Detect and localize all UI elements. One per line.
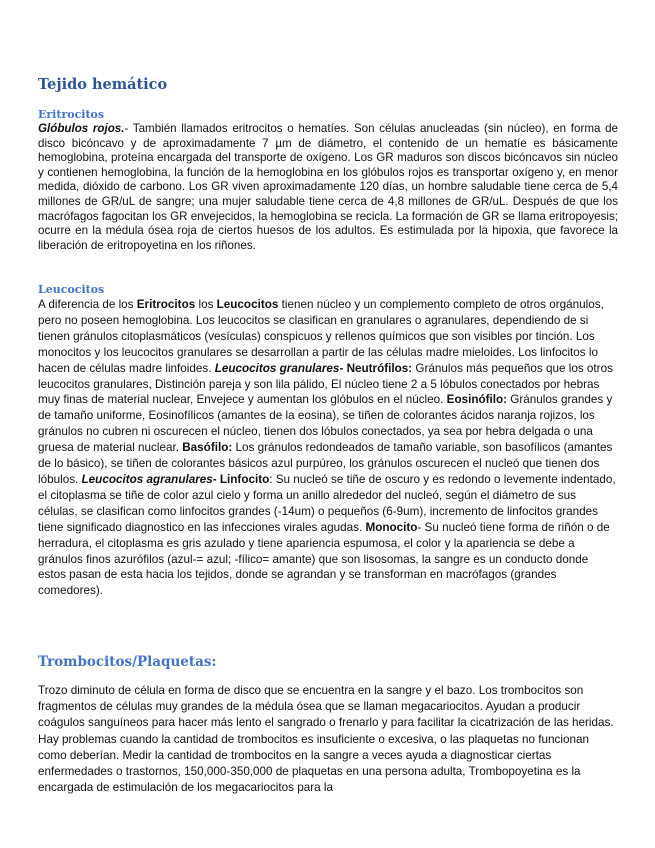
- leucocitos-text-1: A diferencia de los: [38, 298, 137, 311]
- term-eosinofilo: Eosinófilo:: [446, 393, 508, 407]
- page-title: Tejido hemático: [38, 76, 168, 93]
- leucocitos-text-3: tienen núcleo y un complemento completo de otros orgánulos, pero no poseen hemoglobina. Los leucocitos se clasifican en granulares o agranulares, dependiendo de si tienen gránulos citoplasmáticos (vesículas) conspicuos y rellenos químicos que son visibles por tinción. Los monocitos y los leucocitos granulares se desarrollan a partir de las células madre mieloides. Los linfocitos lo hacen de células madre linfoides.: [38, 298, 604, 375]
- term-globulos-rojos: Glóbulos rojos.: [38, 122, 125, 135]
- term-leucocitos-granulares: Leucocitos granulares: [214, 361, 340, 375]
- term-basofilo: Basófilo:: [182, 441, 233, 455]
- heading-trombocitos: Trombocitos/Plaquetas:: [38, 654, 217, 670]
- eritrocitos-text: - También llamados eritrocitos o hematíes. Son células anucleadas (sin núcleo), en forma de disco bicóncavo y de aproximadamente 7 µm de diámetro, el contenido de un hematíe es básicamente hemoglobina, proteína encargada del transporte de oxígeno. Los GR maduros son discos bicóncavos sin núcleo y contienen hemoglobina, la función de la hemoglobina en los glóbulos rojos es transportar oxígeno y, en menor medida, dióxido de carbono. Los GR viven aproximadamente 120 días, un hombre saludable tiene cerca de 5,4 millones de GR/uL de sangre; una mujer saludable tiene cerca de 4,8 millones de GR/uL. Después de que los macrófagos fagocitan los GR envejecidos, la hemoglobina se recicla. La formación de GR se llama eritropoyesis; ocurre en la médula ósea roja de ciertos huesos de los adultos. Es estimulada por la hipoxia, que favorece la liberación de eritropoyetina en los riñones.: [38, 122, 618, 252]
- heading-eritrocitos: Eritrocitos: [38, 108, 105, 121]
- term-linfocito: - Linfocito: [212, 472, 270, 486]
- leucocitos-text-4: Gránulos más pequeños que los otros leucocitos granulares, Distinción pareja y son lila pálido, El núcleo tiene 2 a 5 lóbulos conectados por hebras muy finas de material nuclear, Envejece y aumentan los glóbulos en el núcleo.: [38, 361, 613, 407]
- term-neutrofilos: - Neutrófilos:: [339, 361, 413, 375]
- term-leucocitos-agranulares: Leucocitos agranulares: [81, 472, 213, 486]
- leucocitos-text-5: Gránulos grandes y de tamaño uniforme, Eosinofílicos (amantes de la eosina), se tiñen de colorantes ácidos naranja rojizos, los gránulos no cubren ni oscurecen el núcleo, tienen dos lóbulos conectados, ya sea por hebra delgada o una gruesa de material nuclear.: [38, 393, 613, 455]
- heading-leucocitos: Leucocitos: [38, 283, 105, 296]
- term-leucocitos: Leucocitos: [216, 298, 279, 311]
- leucocitos-text-6: Los gránulos redondeados de tamaño variable, son basofílicos (amantes de lo básico), se tiñen de colorantes básicos azul purpúreo, los gránulos oscurecen el nucleó que tienen dos lóbulos.: [38, 441, 613, 486]
- term-monocito: Monocito: [365, 520, 418, 534]
- leucocitos-text-2: los: [195, 298, 217, 311]
- paragraph-trombocitos: Trozo diminuto de célula en forma de disco que se encuentra en la sangre y el bazo. Los trombocitos son fragmentos de células muy grandes de la médula ósea que se llaman megacariocitos. Ayudan a producir coágulos sanguíneos para hacer más lento el sangrado o frenarlo y para facilitar la cicatrización de las heridas. Hay problemas cuando la cantidad de trombocitos es insuficiente o excesiva, o las plaquetas no funcionan como deberían. Medir la cantidad de trombocitos en la sangre a veces ayuda a diagnosticar ciertas enfermedades o trastornos, 150,000-350,000 de plaquetas en una persona adulta, Trombopoyetina es la encargada de estimulación de los megacariocitos para la: [38, 684, 614, 795]
- term-eritrocitos: Eritrocitos: [136, 298, 196, 311]
- leucocitos-text-7: : Su nucleó se tiñe de oscuro y es redondo o levemente indentado, el citoplasma se tiñe de color azul cielo y forma un anillo alrededor del nucleó, según el diámetro de sus células, se clasifican como linfocitos grandes (-14um) o pequeños (6-9um), incremento de linfocitos grandes tiene significado diagnostico en las infecciones virales agudas.: [38, 472, 616, 534]
- paragraph-leucocitos: [38, 297, 618, 599]
- leucocitos-text-8: - Su nucleó tiene forma de riñón o de herradura, el citoplasma es gris azulado y tiene apariencia espumosa, el color y la apariencia se debe a gránulos finos azurófilos (azul-= azul; -fílico= amante) que son lisosomas, la sangre es un conducto donde estos pasan de esta hacia los tejidos, donde se agrandan y se transforman en macrófagos (grandes comedores).: [38, 520, 610, 598]
- paragraph-eritrocitos: [38, 122, 618, 253]
